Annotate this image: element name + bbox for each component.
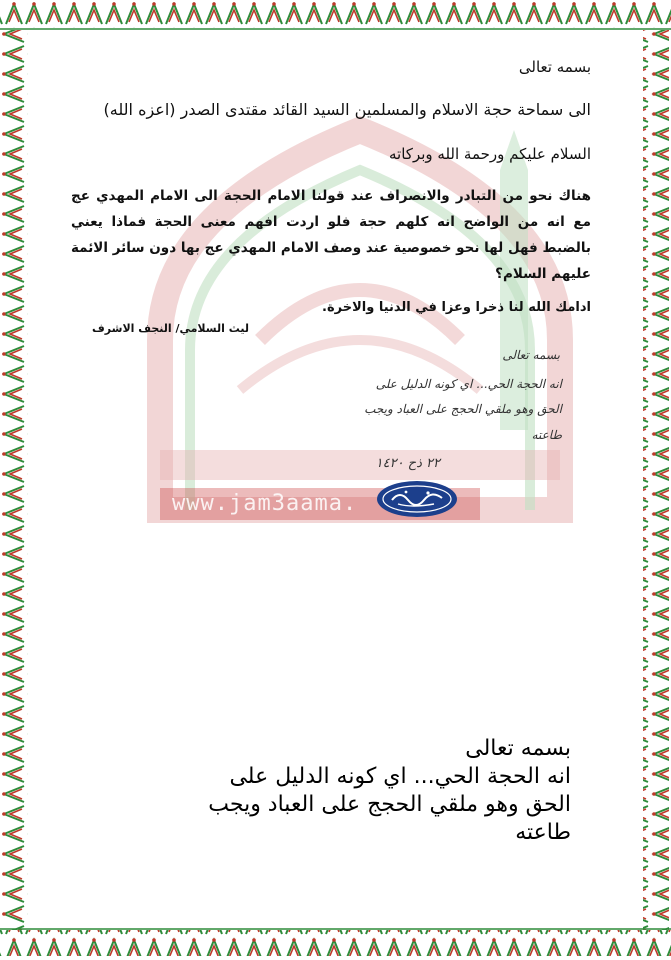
printed-reply-line-4: طاعته [515, 820, 571, 845]
letter-signature: ليث السلامي/ النجف الاشرف [92, 322, 249, 335]
letter-body: هناك نحو من التبادر والانصراف عند قولنا الامام الحجة الى الامام المهدي عج مع انه من الواضح انه كلهم حجة فلو اردت افهم معنى الحجة فماذا يعني بالضبط فهل لها نحو خصوصية عند وصف الامام المهدي عج بها دون سائر الائمة عليهم السلام؟ [71, 188, 591, 282]
official-seal-icon [376, 480, 458, 518]
watermark-url: www.jam3aama. [160, 488, 480, 520]
letter-greeting: السلام عليكم ورحمة الله وبركاته [389, 145, 591, 163]
handwritten-line-3: الحق وهو ملقي الحجج على العباد ويجب [364, 402, 562, 416]
printed-reply-line-2: انه الحجة الحي... اي كونه الدليل على [229, 764, 571, 789]
printed-reply-line-3: الحق وهو ملقي الحجج على العباد ويجب [208, 792, 571, 817]
letter-closing: ادامك الله لنا ذخرا وعزا في الدنيا والاخرة. [322, 300, 591, 315]
letter-addressee: الى سماحة حجة الاسلام والمسلمين السيد القائد مقتدى الصدر (اعزه الله) [103, 100, 591, 119]
handwritten-line-4: طاعته [531, 428, 562, 442]
handwritten-line-1: بسمه تعالى [502, 348, 560, 362]
handwritten-line-2: انه الحجة الحي... اي كونه الدليل على [375, 377, 562, 391]
handwritten-date: ٢٢ ذح ١٤٢٠ [375, 456, 440, 471]
printed-reply-line-1: بسمه تعالى [465, 736, 571, 761]
letter-basmala: بسمه تعالى [518, 58, 591, 76]
